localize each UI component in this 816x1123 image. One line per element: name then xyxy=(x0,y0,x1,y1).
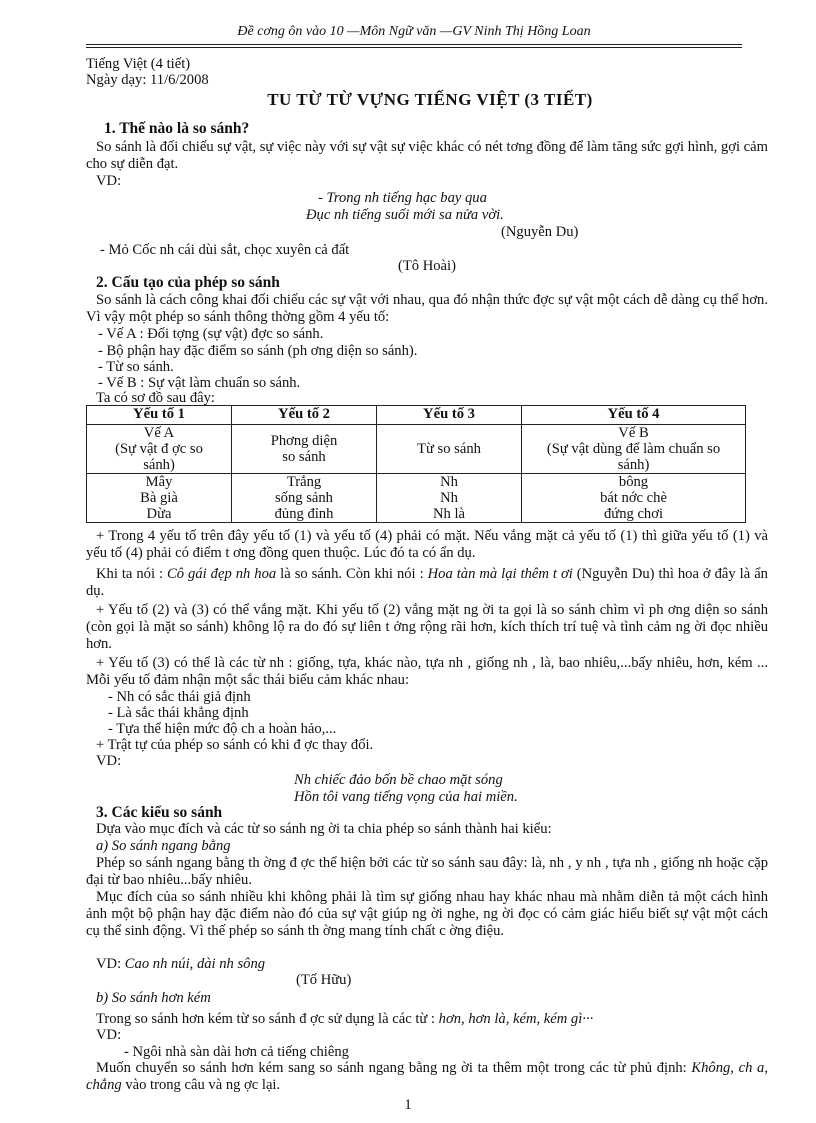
page-number: 1 xyxy=(404,1097,412,1113)
header-rule xyxy=(86,47,742,48)
s2-item-4: - Vế B : Sự vật làm chuẩn so sánh. xyxy=(98,375,301,391)
table-cell: Nh Nh Nh là xyxy=(377,474,522,523)
s2-dash-3: - Tựa thể hiện mức độ ch a hoàn hảo,... xyxy=(108,721,337,737)
s3-vd-1-quote: Cao nh núi, dài nh sông xyxy=(124,956,266,972)
comparison-table xyxy=(86,405,746,523)
s3-unequal-a: Trong so sánh hơn kém từ so sánh đ ợc sử dụng là các từ : xyxy=(96,1011,439,1027)
s2-poem-line-2: Hồn tôi vang tiếng vọng của hai miền. xyxy=(294,789,518,805)
s2-intro: So sánh là cách công khai đối chiếu các sự vật với nhau, qua đó nhận thức đợc sự vật một cách dễ dàng cụ thể hơn. Vì vậy một phép so sánh thông thờng gồm 4 yếu tố: xyxy=(86,292,768,325)
s1-definition: So sánh là đối chiếu sự vật, sự việc này với sự vật sự việc khác có nét tơng đồng để làm tăng sức gợi hình, gợi cảm cho sự diễn đạt. xyxy=(86,139,768,172)
s2-metaphor-b: Cô gái đẹp nh hoa xyxy=(167,566,277,582)
s2-dash-1: - Nh có sắc thái giả định xyxy=(108,689,251,705)
s3-equal-desc: Phép so sánh ngang bằng th ờng đ ợc thể hiện bởi các từ so sánh sau đây: là, nh , y nh , tựa nh , giống nh hoặc cặp đại từ bao nhiêu...bấy nhiêu. xyxy=(86,855,768,888)
s1-author-2: (Tô Hoài) xyxy=(398,258,456,274)
table-cell: Vế B (Sự vật dùng để làm chuẩn so sánh) xyxy=(522,425,746,474)
s2-item-1: - Vế A : Đối tợng (sự vật) đợc so sánh. xyxy=(98,326,324,342)
s3-unequal-b: hơn, hơn là, kém, kém gì··· xyxy=(438,1011,594,1027)
s3-vd-1-label: VD: xyxy=(96,956,125,972)
s2-rule-1: + Trong 4 yếu tố trên đây yếu tố (1) và yếu tố (4) phải có mặt. Nếu vắng mặt cả yếu tố (1) thì giữa yếu tố (1) và yếu tố (4) phải có điểm t ơng đồng quen thuộc. Lúc đó ta có ẩn dụ. xyxy=(86,528,768,561)
s2-metaphor-e: (Nguyễn Du) thì hoa ở đây là ẩn dụ. xyxy=(86,566,768,599)
teaching-date: Ngày dạy: 11/6/2008 xyxy=(86,72,209,88)
table-row xyxy=(87,425,746,474)
running-header: Đề cơng ôn vào 10 —Môn Ngữ văn —GV Ninh Thị Hồng Loan xyxy=(86,24,742,45)
table-cell: Từ so sánh xyxy=(377,425,522,474)
s3-vd-1 xyxy=(96,956,265,973)
table-cell: Mây Bà già Dừa xyxy=(87,474,232,523)
s3-unequal-desc xyxy=(96,1011,593,1028)
table-header-row xyxy=(87,406,746,425)
s3-conversion xyxy=(86,1060,768,1094)
table-cell: Vế A (Sự vật đ ợc so sánh) xyxy=(87,425,232,474)
s2-table-intro: Ta có sơ đồ sau đây: xyxy=(96,390,215,406)
s3-purpose: Mục đích của so sánh nhiều khi không phải là tìm sự giống nhau hay khác nhau mà nhằm diễn tả một cách hình ảnh một bộ phận hay đặc điểm nào đó của sự vật giúp ng ời nghe, ng ời đọc có cảm giác hiểu biết sự vật một cách cụ thể sinh động. Vì thế phép so sánh th ờng mang tính chất c ờng điệu. xyxy=(86,889,768,939)
section-1-heading: 1. Thế nào là so sánh? xyxy=(104,120,250,137)
s3-conversion-b: Không, ch a, chẳng xyxy=(86,1060,768,1093)
s3-conversion-a: Muốn chuyển so sánh hơn kém sang so sánh ngang bằng ng ời ta thêm một trong các từ phủ định: xyxy=(96,1060,692,1076)
s3-subheading-b: b) So sánh hơn kém xyxy=(96,990,211,1006)
s2-metaphor-a: Khi ta nói : xyxy=(96,566,168,582)
s1-example-2: - Mỏ Cốc nh cái dùi sắt, chọc xuyên cả đất xyxy=(100,242,350,258)
s2-vd: VD: xyxy=(96,753,122,769)
s2-poem-line-1: Nh chiếc đảo bốn bề chao mặt sóng xyxy=(294,772,503,788)
table-header-cell: Yếu tố 3 xyxy=(377,406,522,425)
section-3-heading: 3. Các kiểu so sánh xyxy=(96,804,223,821)
s2-dash-2: - Là sắc thái khẳng định xyxy=(108,705,249,721)
table-cell: Phơng diện so sánh xyxy=(232,425,377,474)
s2-metaphor-note xyxy=(86,566,768,600)
s3-author: (Tố Hữu) xyxy=(296,972,352,988)
table-cell: bông bát nớc chè đứng chơi xyxy=(522,474,746,523)
s2-rule-2: + Yếu tố (2) và (3) có thể vắng mặt. Khi yếu tố (2) vắng mặt ng ời ta gọi là so sánh chìm vì ph ơng diện so sánh (còn gọi là mặt so sánh) không lộ ra do đó sự liên t ởng rộng rãi hơn, kích thích trí tuệ và tình cảm ng ời đọc nhiều hơn. xyxy=(86,602,768,652)
s2-metaphor-c: là so sánh. Còn khi nói : xyxy=(276,566,428,582)
table-header-cell: Yếu tố 4 xyxy=(522,406,746,425)
table-header-cell: Yếu tố 2 xyxy=(232,406,377,425)
s2-metaphor-d: Hoa tàn mà lại thêm t ơi xyxy=(427,566,573,582)
s3-subheading-a: a) So sánh ngang bằng xyxy=(96,838,231,854)
s3-intro: Dựa vào mục đích và các từ so sánh ng ời ta chia phép so sánh thành hai kiểu: xyxy=(96,821,552,837)
lesson-label: Tiếng Việt (4 tiết) xyxy=(86,56,191,72)
table-row xyxy=(87,474,746,523)
s1-poem-line-2: Đục nh tiếng suối mới sa nửa vời. xyxy=(306,207,504,223)
s2-rule-3: + Yếu tố (3) có thể là các từ nh : giống, tựa, khác nào, tựa nh , giống nh , là, bao nhiêu,...bấy nhiêu, hơn, kém ... Mỗi yếu tố đảm nhận một sắc thái biểu cảm khác nhau: xyxy=(86,655,768,688)
s1-author-1: (Nguyễn Du) xyxy=(501,224,579,240)
table-header-cell: Yếu tố 1 xyxy=(87,406,232,425)
s1-vd: VD: xyxy=(96,173,122,189)
page-title: TU TỪ TỪ VỰNG TIẾNG VIỆT (3 TIẾT) xyxy=(267,90,593,109)
s3-example: - Ngôi nhà sàn dài hơn cả tiếng chiêng xyxy=(124,1044,349,1060)
s3-conversion-c: vào trong câu và ng ợc lại. xyxy=(121,1077,281,1093)
s2-rule-4: + Trật tự của phép so sánh có khi đ ợc thay đổi. xyxy=(96,737,374,753)
s2-item-2: - Bộ phận hay đặc điểm so sánh (ph ơng diện so sánh). xyxy=(98,343,418,359)
section-2-heading: 2. Cấu tạo của phép so sánh xyxy=(96,274,280,291)
s2-item-3: - Từ so sánh. xyxy=(98,359,174,375)
table-cell: Trắng sống sảnh đủng đỉnh xyxy=(232,474,377,523)
s1-poem-line-1: - Trong nh tiếng hạc bay qua xyxy=(318,190,487,206)
s3-vd-2: VD: xyxy=(96,1027,122,1043)
